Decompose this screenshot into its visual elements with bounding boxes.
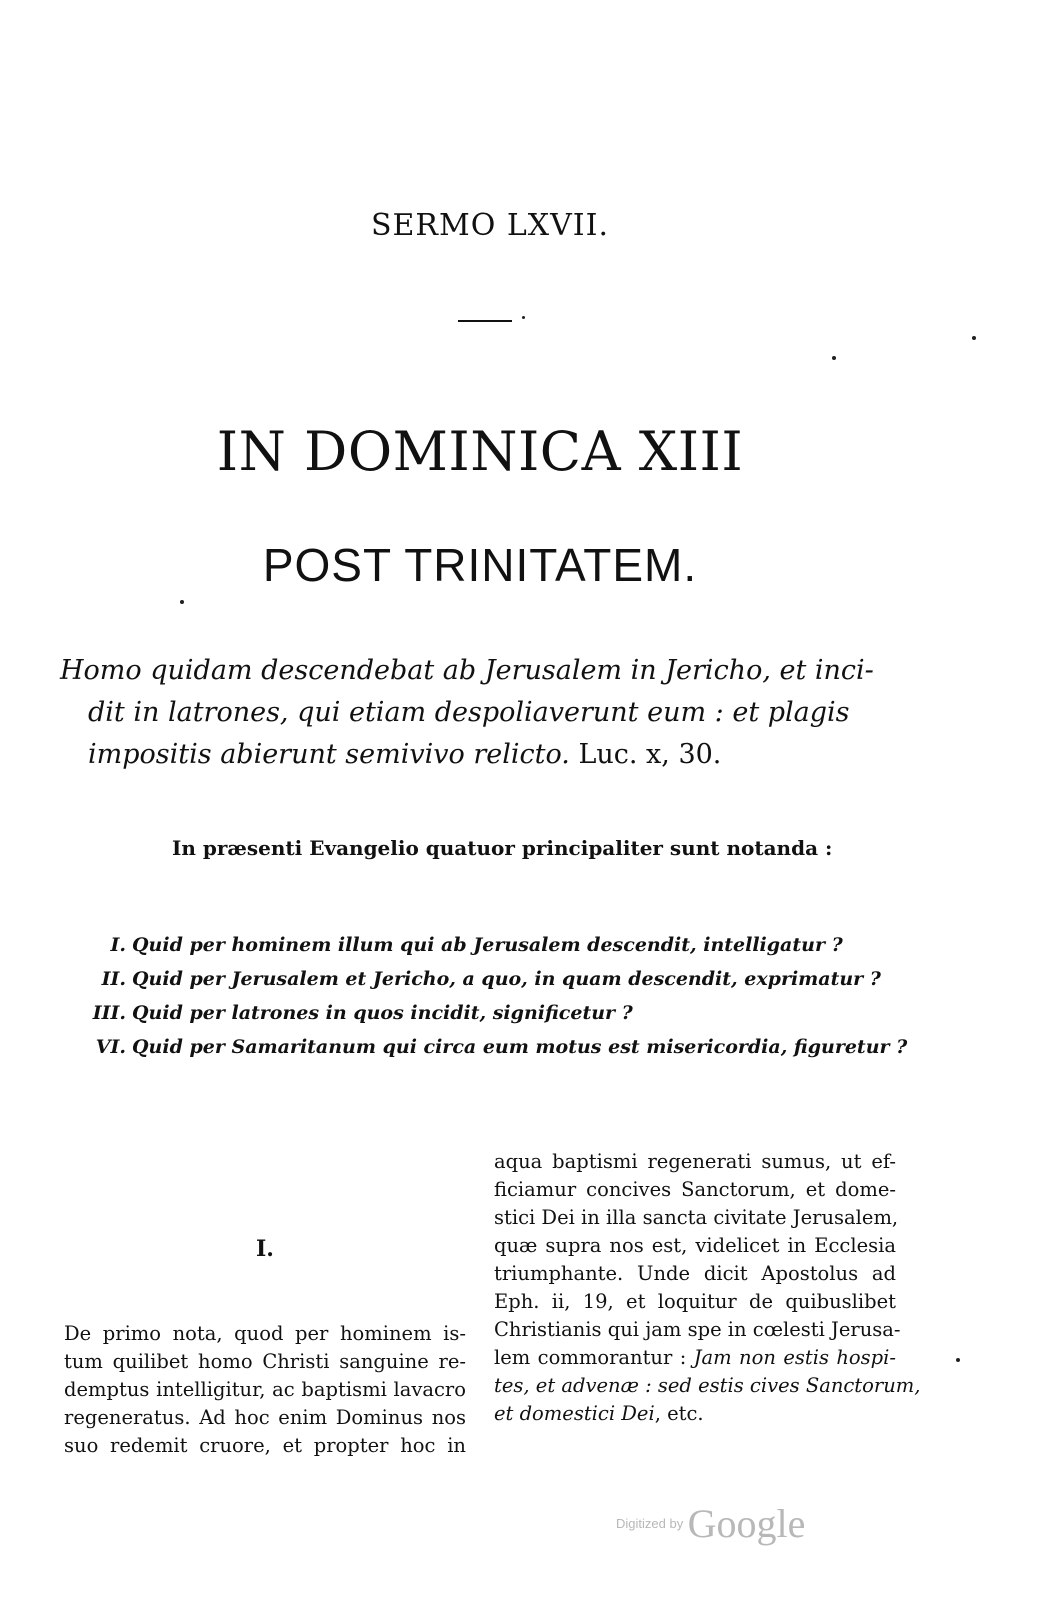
intro-sentence: In præsenti Evangelio quatuor principaliter sunt notanda : bbox=[172, 836, 833, 860]
epigraph-line: dit in latrones, qui etiam despoliaverunt eum : et plagis bbox=[88, 697, 850, 728]
scan-speck bbox=[972, 336, 976, 340]
question-text: Quid per hominem illum qui ab Jerusalem descendit, intelligatur ? bbox=[132, 934, 843, 956]
digitized-watermark bbox=[616, 1500, 805, 1547]
title-line-2: POST TRINITATEM. bbox=[262, 539, 698, 591]
text-line: stici Dei in illa sancta civitate Jerusalem, bbox=[494, 1206, 899, 1229]
scripture-reference: Luc. x, 30. bbox=[578, 739, 722, 770]
question-item bbox=[80, 1030, 960, 1064]
right-column-text bbox=[494, 1148, 921, 1428]
question-text: Quid per Jerusalem et Jericho, a quo, in quam descendit, exprimatur ? bbox=[132, 968, 881, 990]
scan-speck bbox=[956, 1358, 960, 1362]
question-item bbox=[80, 962, 960, 996]
text-line bbox=[494, 1344, 896, 1372]
question-text: Quid per Samaritanum qui circa eum motus est misericordia, figuretur ? bbox=[132, 1036, 908, 1058]
sermon-number: SERMO LXVII. bbox=[370, 208, 610, 243]
scan-speck bbox=[522, 316, 525, 319]
epigraph bbox=[60, 650, 910, 776]
text-line: aqua baptismi regenerati sumus, ut ef- bbox=[494, 1150, 896, 1173]
text-fragment: , etc. bbox=[654, 1402, 704, 1425]
text-line: demptus intelligitur, ac baptismi lavacro bbox=[64, 1378, 466, 1401]
text-fragment: lem commorantur : bbox=[494, 1346, 687, 1369]
question-number: II. bbox=[101, 968, 126, 990]
text-line: quæ supra nos est, videlicet in Ecclesia bbox=[494, 1234, 896, 1257]
watermark-prefix: Digitized by bbox=[616, 1516, 684, 1531]
quotation: Jam non estis hospi- bbox=[693, 1346, 896, 1369]
text-line: Christianis qui jam spe in cœlesti Jerusa- bbox=[494, 1318, 901, 1341]
question-list bbox=[80, 928, 960, 1064]
separator-rule bbox=[458, 320, 512, 322]
question-number: I. bbox=[110, 934, 126, 956]
text-line: De primo nota, quod per hominem is- bbox=[64, 1322, 466, 1345]
text-line bbox=[494, 1400, 896, 1428]
text-line: Eph. ii, 19, et loquitur de quibuslibet bbox=[494, 1290, 896, 1313]
epigraph-line-text: impositis abierunt semivivo relicto. bbox=[88, 739, 570, 770]
epigraph-line: Homo quidam descendebat ab Jerusalem in Jericho, et inci- bbox=[60, 655, 874, 686]
text-line: ficiamur concives Sanctorum, et dome- bbox=[494, 1178, 896, 1201]
title-line-1: IN DOMINICA XIII bbox=[216, 420, 744, 483]
question-text: Quid per latrones in quos incidit, significetur ? bbox=[132, 1002, 633, 1024]
scan-speck bbox=[832, 356, 836, 360]
quotation-line: tes, et advenæ : sed estis cives Sanctorum, bbox=[494, 1374, 921, 1397]
scan-speck bbox=[180, 600, 184, 604]
text-line: regeneratus. Ad hoc enim Dominus nos bbox=[64, 1406, 466, 1429]
question-item bbox=[80, 996, 960, 1030]
quotation: et domestici Dei bbox=[494, 1402, 655, 1425]
question-number: VI. bbox=[95, 1036, 126, 1058]
text-line: tum quilibet homo Christi sanguine re- bbox=[64, 1350, 466, 1373]
text-line: triumphante. Unde dicit Apostolus ad bbox=[494, 1262, 896, 1285]
question-item bbox=[80, 928, 960, 962]
left-column-text bbox=[64, 1320, 466, 1460]
question-number: III. bbox=[92, 1002, 126, 1024]
epigraph-line bbox=[60, 734, 910, 776]
section-number: I. bbox=[256, 1236, 274, 1262]
watermark-brand: Google bbox=[687, 1501, 806, 1546]
text-line: suo redemit cruore, et propter hoc in bbox=[64, 1434, 466, 1457]
